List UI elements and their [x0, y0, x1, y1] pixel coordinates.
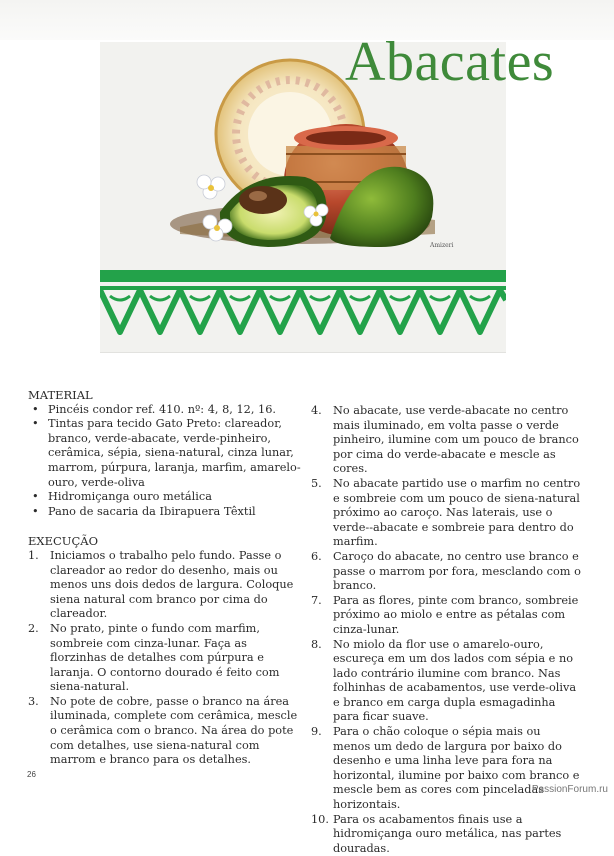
material-item: • Hidromiçanga ouro metálica — [28, 490, 303, 505]
material-item: • Pincéis condor ref. 410. nº: 4, 8, 12, 16. — [28, 403, 303, 418]
step-item: 6. Caroço do abacate, no centro use branco e passe o marrom por fora, mesclando com o branco. — [311, 549, 581, 593]
step-item: 7. Para as flores, pinte com branco, sombreie próximo ao miolo e entre as pétalas com cinza-lunar. — [311, 593, 579, 636]
step-item: 8. No miolo da flor use o amarelo-ouro, escureça em um dos lados com sépia e no lado contrário ilumine com branco. Nas folhinhas de acabamentos, use verde-oliva e branco em carga dupla esmagadinha para ficar suave. — [311, 637, 577, 724]
step-item: 9. Para o chão coloque o sépia mais ou menos um dedo de largura por baixo do desenho e uma linha leve para fora na horizontal, ilumine por baixo com branco e mescle bem as cores com pinceladas horizontais. — [311, 725, 580, 812]
watermark: PassionForum.ru — [531, 784, 608, 795]
material-heading: MATERIAL — [28, 388, 93, 402]
step-item: 3. No pote de cobre, passe o branco na área iluminada, complete com cerâmica, mescle o cerâmica com o branco. Na área do pote com detalhes, use siena-natural com marrom e branco para os detalhes. — [28, 694, 298, 767]
page-number: 26 — [27, 770, 36, 779]
material-list — [28, 403, 303, 520]
artist-signature: Amizeri — [430, 242, 454, 249]
left-column — [28, 388, 303, 768]
execucao-heading: EXECUÇÃO — [28, 534, 98, 549]
page-title: Abacates — [345, 31, 555, 93]
step-item: 5. No abacate partido use o marfim no centro e sombreie com um pouco de siena-natural próximo ao caroço. Nas laterais, use o verde--abacate e sombreie para dentro do marfim. — [311, 476, 581, 549]
material-item: • Pano de sacaria da Ibirapuera Têxtil — [28, 505, 303, 520]
step-item: 4. No abacate, use verde-abacate no centro mais iluminado, em volta passe o verde pinheiro, ilumine com um pouco de branco por cima do verde-abacate e mescle as cores. — [311, 404, 579, 476]
step-item: 10. Para os acabamentos finais use a hidromiçanga ouro metálica, nas partes douradas. — [311, 812, 562, 855]
step-item: 2. No prato, pinte o fundo com marfim, sombreie com cinza-lunar. Faça as florzinhas de detalhes com púrpura e laranja. O contorno dourado é feito com siena-natural. — [28, 621, 280, 694]
material-item: • Tintas para tecido Gato Preto: clareador, branco, verde-abacate, verde-pinheiro, cerâmica, sépia, siena-natural, cinza lunar, marrom, púrpura, laranja, marfim, amarelo-ouro, verde-oliva — [28, 417, 303, 490]
execucao-steps-left — [28, 549, 303, 768]
step-item: 1. Iniciamos o trabalho pelo fundo. Passe o clareador ao redor do desenho, mais ou menos uns dois dedos de largura. Coloque siena natural com branco por cima do clareador. — [28, 548, 294, 621]
